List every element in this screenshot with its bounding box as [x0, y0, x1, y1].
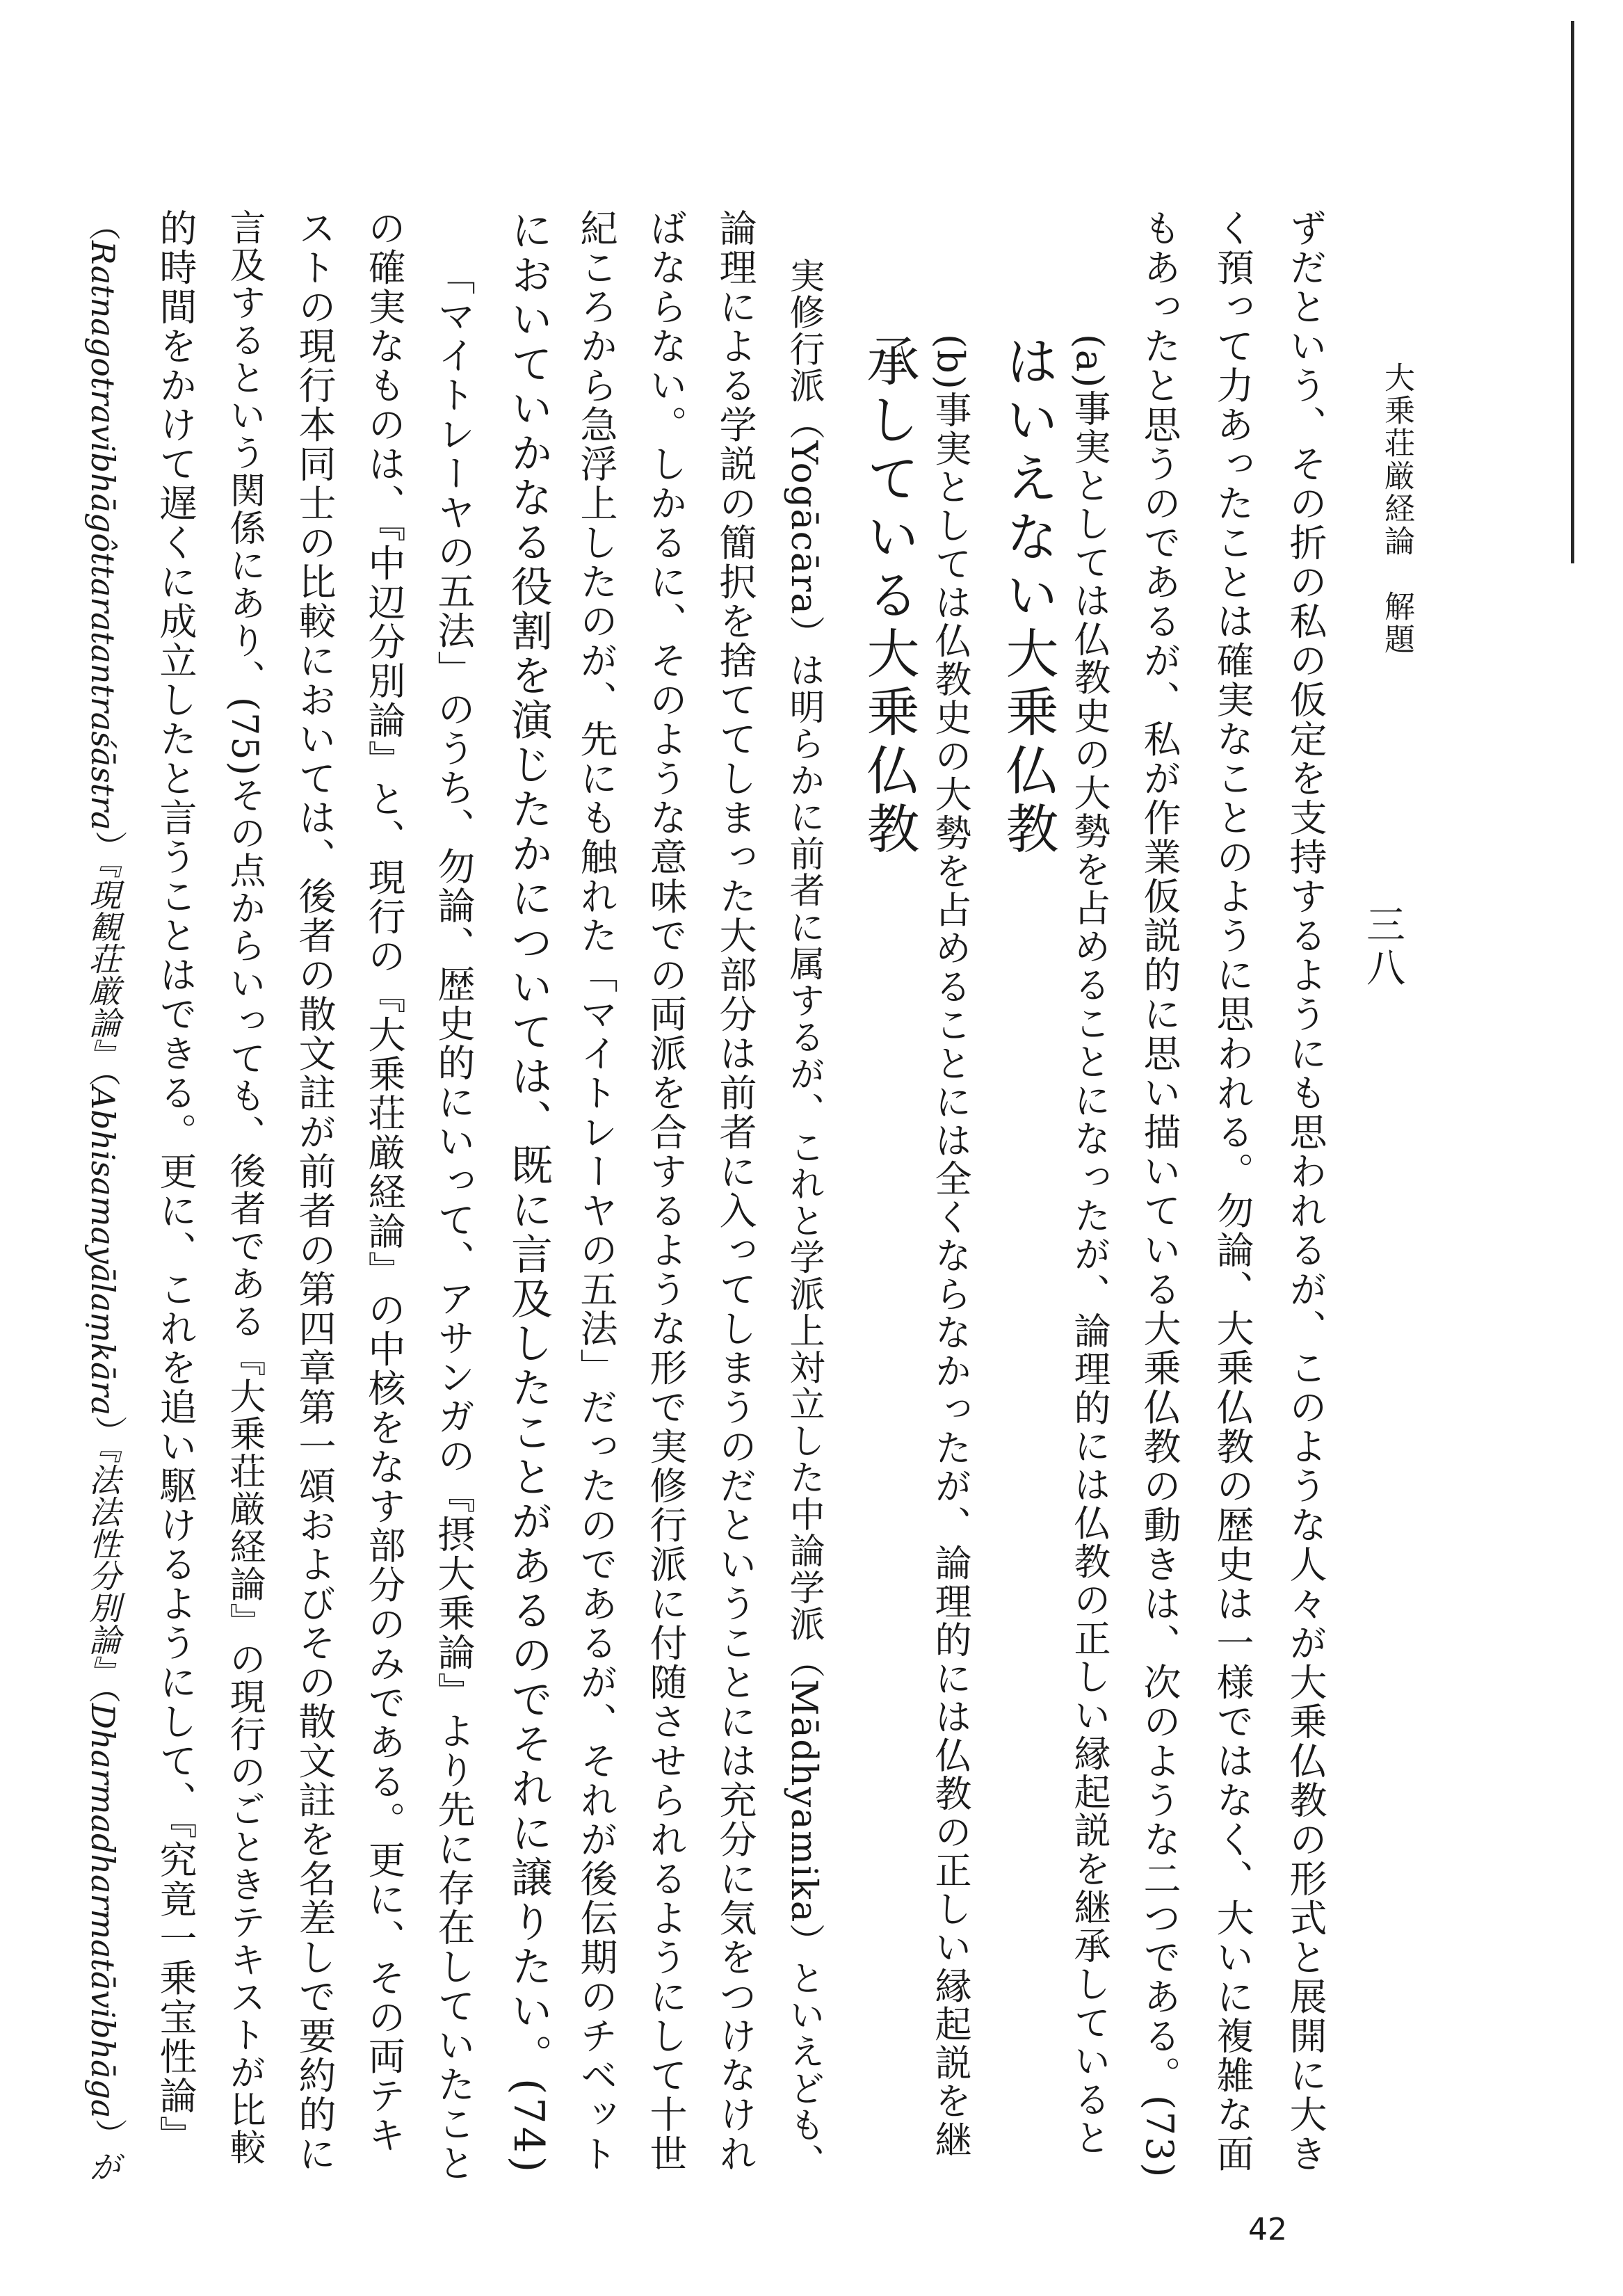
text-line-7: 承している大乗仏教	[858, 334, 920, 860]
text-line-11: 紀ころから急浮上したのが、先にも触れた「マイトレーヤの五法」だったのであるが、それが後伝期のチベット	[574, 209, 618, 2174]
running-title: 大乗荘厳経論 解題	[1379, 362, 1414, 656]
text-line-17: 的時間をかけて遅くに成立したと言うことはできる。更に、これを追い駆けるようにして、『究竟一乗宝性論』	[154, 209, 197, 2155]
text-line-2: く預って力あったことは確実なことのように思われる。勿論、大乗仏教の歴史は一様ではなく、大いに複雑な面	[1211, 209, 1254, 2174]
text-line-5: はいえない大乗仏教	[997, 334, 1059, 860]
text-line-12: においていかなる役割を演じたかについては、既に言及したことがあるのでそれに譲りたい。(74)	[504, 209, 553, 2176]
text-line-1: ずだという、その折の私の仮定を支持するようにも思われるが、このような人々が大乗仏教の形式と展開に大き	[1284, 209, 1327, 2174]
text-line-15: ストの現行本同士の比較においては、後者の散文註が前者の第四章第一頌およびその散文註を名差しで要約的に	[293, 209, 337, 2174]
text-line-6: (b)事実としては仏教史の大勢を占めることには全くならなかったが、論理的には仏教の正しい縁起説を継	[929, 334, 971, 2159]
text-line-3: もあったと思うのであるが、私が作業仮説的に思い描いている大乗仏教の動きは、次のような二つである。(73)	[1138, 209, 1181, 2179]
text-line-9: 論理による学説の簡択を捨ててしまった大部分は前者に入ってしまうのだということには充分に気をつけなけれ	[713, 209, 757, 2174]
text-line-10: ばならない。しかるに、そのような意味での両派を合するような形で実修行派に付随させられるようにして十世	[644, 209, 688, 2174]
folio-kanji: 三八	[1360, 904, 1405, 990]
text-line-13: 「マイトレーヤの五法」のうち、勿論、歴史的にいって、アサンガの『摂大乗論』より先に存在していたこと	[432, 257, 476, 2183]
text-line-14: の確実なものは、『中辺分別論』と、現行の『大乗荘厳経論』の中核をなす部分のみである。更に、その両テキ	[362, 209, 406, 2155]
text-line-8: 実修行派（Yogācāra）は明らかに前者に属するが、これと学派上対立した中論学派（Mādhyamika）といえども、	[783, 257, 824, 2181]
page-number: 42	[1248, 2212, 1287, 2247]
text-line-4: (a)事実としては仏教史の大勢を占めることになったが、論理的には仏教の正しい縁起説を継承していると	[1068, 334, 1111, 2158]
text-line-18: （Ratnagotravibhāgôttaratantraśāstra）『現観荘厳論』（Abhisamayālaṃkāra）『法法性分別論』（Dharmadharmatāvibhāga）が	[84, 209, 122, 2183]
text-line-16: 言及するという関係にあり、(75)その点からいっても、後者である『大乗荘厳経論』の現行のごときテキストが比較	[223, 209, 265, 2167]
margin-rule	[1571, 21, 1574, 563]
